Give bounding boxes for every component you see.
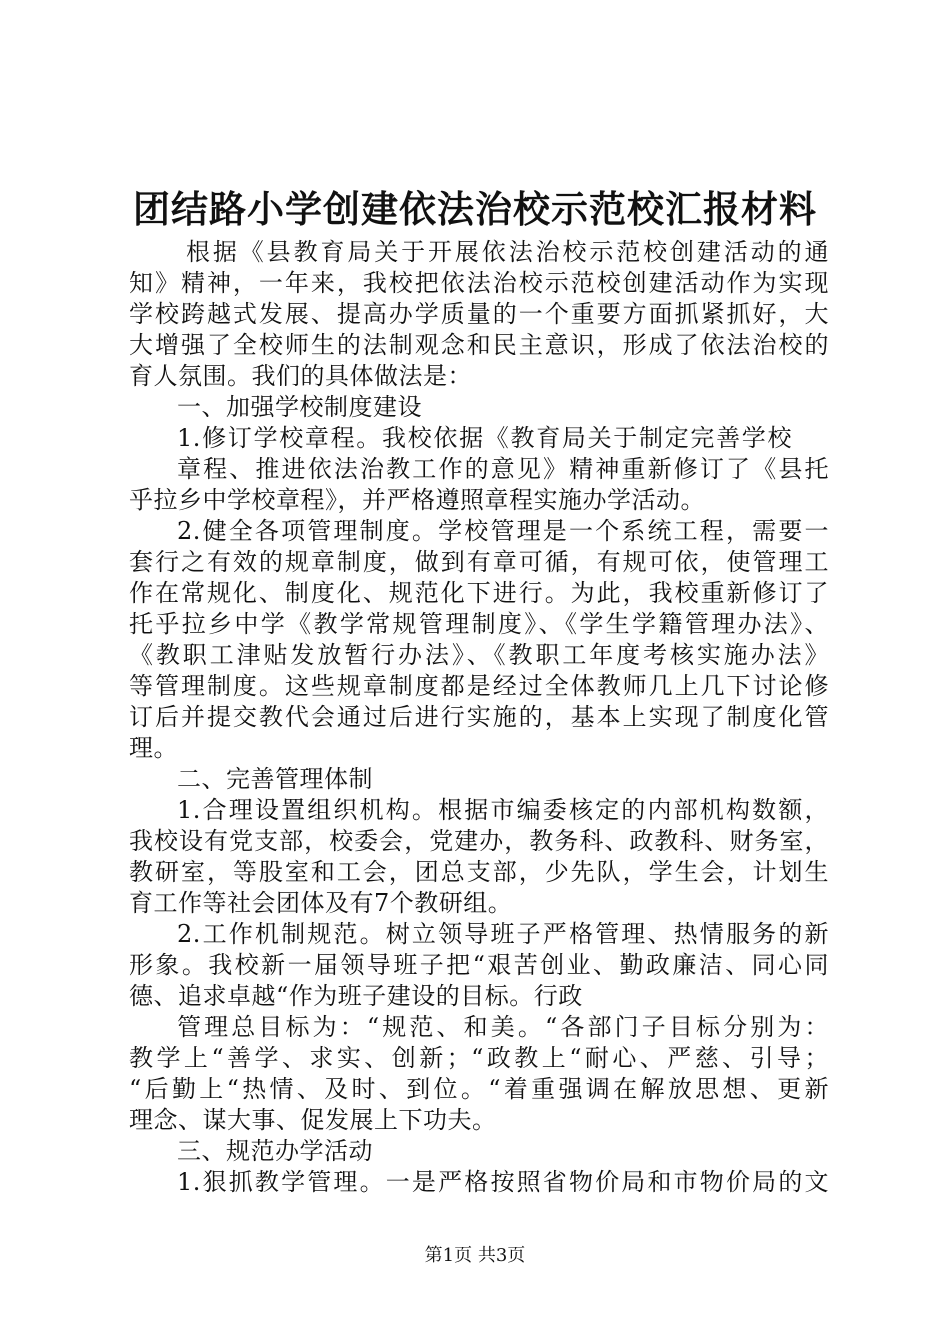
body-line: 理。 xyxy=(129,734,178,762)
body-line: 乎拉乡中学校章程》，并严格遵照章程实施办学活动。 xyxy=(129,486,705,514)
body-line: 教学上“善学、求实、创新；“政教上“耐心、严慈、引导； xyxy=(129,1044,829,1072)
body-line: 1.修订学校章程。我校依据《教育局关于制定完善学校 xyxy=(177,424,792,452)
body-line: 《教职工津贴发放暂行办法》、《教职工年度考核实施办法》 xyxy=(129,641,829,669)
body-line: 教研室，等股室和工会，团总支部，少先队，学生会，计划生 xyxy=(129,858,829,886)
body-line: 1.合理设置组织机构。根据市编委核定的内部机构数额， xyxy=(177,796,829,824)
body-line: 托乎拉乡中学《教学常规管理制度》、《学生学籍管理办法》、 xyxy=(129,610,829,638)
section-heading: 三、规范办学活动 xyxy=(177,1137,373,1165)
page-number-footer: 第1页 共3页 xyxy=(424,1245,526,1266)
body-line: 育人氛围。我们的具体做法是： xyxy=(129,362,472,390)
body-line: 作在常规化、制度化、规范化下进行。为此，我校重新修订了 xyxy=(129,579,829,607)
body-line: 我校设有党支部，校委会，党建办，教务科、政教科、财务室， xyxy=(129,827,829,855)
body-line: 根据《县教育局关于开展依法治校示范校创建活动的通 xyxy=(186,238,829,266)
section-heading: 一、加强学校制度建设 xyxy=(177,393,422,421)
body-line: 德、追求卓越“作为班子建设的目标。行政 xyxy=(129,982,583,1010)
body-line: 形象。我校新一届领导班子把“艰苦创业、勤政廉洁、同心同 xyxy=(129,951,829,979)
body-line: 学校跨越式发展、提高办学质量的一个重要方面抓紧抓好，大 xyxy=(129,300,829,328)
document-title: 团结路小学创建依法治校示范校汇报材料 xyxy=(133,187,817,231)
body-line: 订后并提交教代会通过后进行实施的，基本上实现了制度化管 xyxy=(129,703,829,731)
body-line: 育工作等社会团体及有7个教研组。 xyxy=(129,889,513,917)
body-line: 理念、谋大事、促发展上下功夫。 xyxy=(129,1106,497,1134)
body-line: 管理总目标为：“规范、和美。“各部门子目标分别为： xyxy=(177,1013,829,1041)
body-line: 套行之有效的规章制度，做到有章可循，有规可依，使管理工 xyxy=(129,548,829,576)
body-line: 2.健全各项管理制度。学校管理是一个系统工程，需要一 xyxy=(177,517,829,545)
body-line: 章程、推进依法治教工作的意见》精神重新修订了《县托 xyxy=(177,455,829,483)
body-line: 等管理制度。这些规章制度都是经过全体教师几上几下讨论修 xyxy=(129,672,829,700)
body-line: 大增强了全校师生的法制观念和民主意识，形成了依法治校的 xyxy=(129,331,829,359)
section-heading: 二、完善管理体制 xyxy=(177,765,373,793)
body-line: 知》精神，一年来，我校把依法治校示范校创建活动作为实现 xyxy=(129,269,829,297)
body-line: 1.狠抓教学管理。一是严格按照省物价局和市物价局的文 xyxy=(177,1168,829,1196)
body-line: 2.工作机制规范。树立领导班子严格管理、热情服务的新 xyxy=(177,920,829,948)
body-line: “后勤上“热情、及时、到位。“着重强调在解放思想、更新 xyxy=(129,1075,829,1103)
